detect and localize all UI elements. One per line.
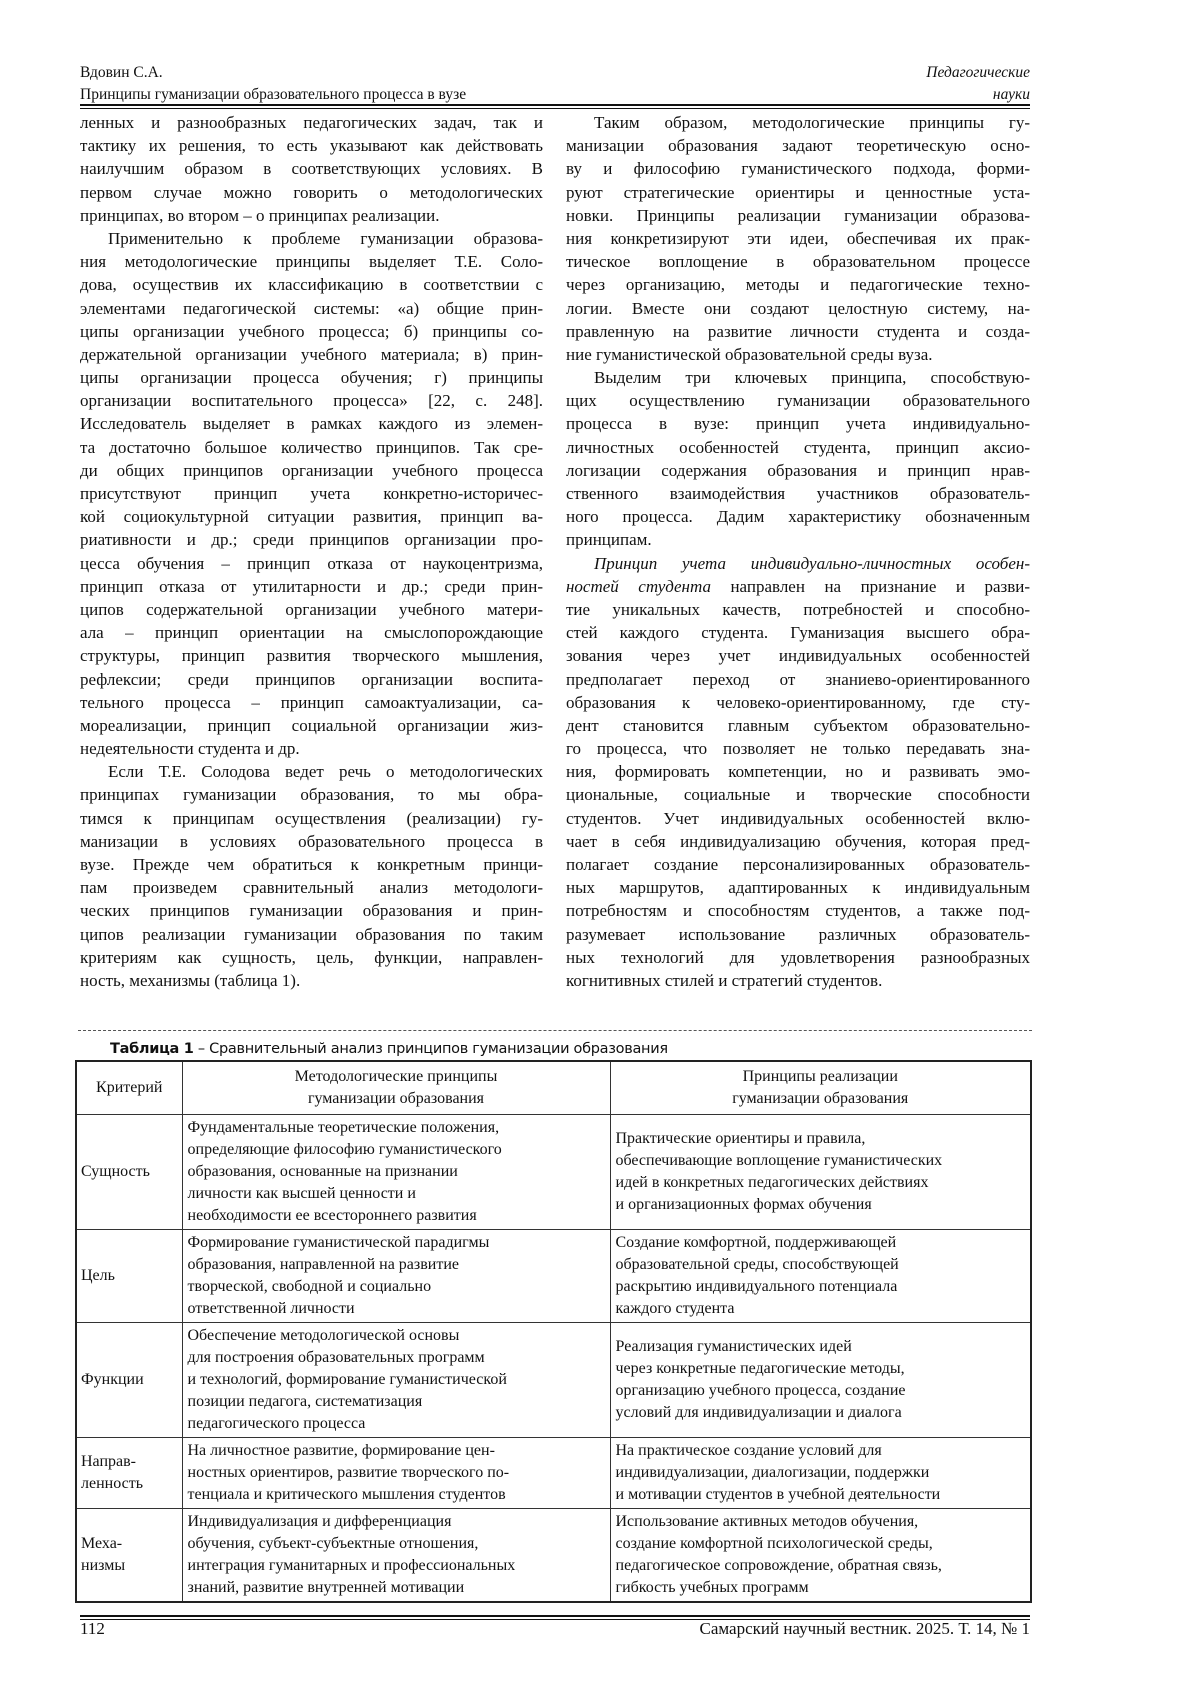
cell-line: интеграция гуманитарных и профессиональных xyxy=(188,1555,605,1577)
line-text: направлен на признание и разви- xyxy=(711,577,1030,596)
section-name-cont: науки xyxy=(926,84,1030,106)
line-text: цесса обучения – принцип отказа от наукоцентризма, xyxy=(80,554,543,573)
column-header xyxy=(610,1061,1031,1115)
text-line xyxy=(80,204,543,227)
text-line xyxy=(80,273,543,296)
line-text: принципах гуманизации образования, то мы обра- xyxy=(80,785,543,804)
text-line xyxy=(80,783,543,806)
line-text: когнитивных стилей и стратегий студентов. xyxy=(566,971,882,990)
comparison-table xyxy=(75,1060,1032,1603)
cell-line: Индивидуализация и дифференциация xyxy=(188,1511,605,1533)
line-text: стей каждого студента. Гуманизация высшего обра- xyxy=(566,623,1030,642)
table-row xyxy=(76,1438,1031,1509)
cell-line: образования, основанные на признании xyxy=(188,1161,605,1183)
cell-line: ностных ориентиров, развитие творческого по- xyxy=(188,1462,605,1484)
text-line xyxy=(80,412,543,435)
criterion-cell xyxy=(76,1438,182,1509)
column-header xyxy=(76,1061,182,1115)
text-line xyxy=(566,644,1030,667)
line-text: зования через учет индивидуальных особенностей xyxy=(566,646,1030,665)
line-text: держательной организации учебного материала; в) прин- xyxy=(80,345,543,364)
text-line xyxy=(566,598,1030,621)
line-text: риативности и др.; среди принципов организации про- xyxy=(80,530,543,549)
line-text: го процесса, что позволяет не только передавать зна- xyxy=(566,739,1030,758)
text-line xyxy=(80,320,543,343)
line-text: ния конкретизируют эти идеи, обеспечивая их прак- xyxy=(566,229,1030,248)
author: Вдовин С.А. xyxy=(80,62,466,84)
text-line xyxy=(80,644,543,667)
text-line xyxy=(566,111,1030,134)
cell-line: творческой, свободной и социально xyxy=(188,1276,605,1298)
cell-line: Цель xyxy=(81,1265,177,1287)
table-caption xyxy=(110,1041,668,1057)
text-line xyxy=(566,505,1030,528)
line-text: тактику их решения, то есть указывают как действовать xyxy=(80,136,543,155)
text-line xyxy=(80,111,543,134)
table-row xyxy=(76,1323,1031,1438)
cell-line: условий для индивидуализации и диалога xyxy=(616,1402,1026,1424)
cell-line: Создание комфортной, поддерживающей xyxy=(616,1232,1026,1254)
criterion-cell xyxy=(76,1323,182,1438)
text-line xyxy=(566,807,1030,830)
text-line xyxy=(80,528,543,551)
cell-line: гуманизации образования xyxy=(188,1088,605,1110)
text-line xyxy=(80,691,543,714)
line-text: мореализации, принцип социальной организации жиз- xyxy=(80,716,543,735)
cell-line: ответственной личности xyxy=(188,1298,605,1320)
left-column xyxy=(80,111,543,992)
table-cell xyxy=(182,1438,610,1509)
line-text: элементами педагогической системы: «а) общие прин- xyxy=(80,299,543,318)
line-text: присутствуют принцип учета конкретно-историчес- xyxy=(80,484,543,503)
text-line xyxy=(80,482,543,505)
text-line xyxy=(80,760,543,783)
cell-line: педагогического процесса xyxy=(188,1413,605,1435)
text-line xyxy=(80,250,543,273)
text-line xyxy=(80,946,543,969)
cell-line: Принципы реализации xyxy=(616,1066,1026,1088)
cell-line: ленность xyxy=(81,1473,177,1495)
table-separator xyxy=(78,1030,1032,1031)
text-line xyxy=(566,320,1030,343)
cell-line: Реализация гуманистических идей xyxy=(616,1336,1026,1358)
line-text: полагает создание персонализированных образователь- xyxy=(566,855,1030,874)
text-line xyxy=(566,528,1030,551)
text-line xyxy=(80,621,543,644)
text-line xyxy=(566,876,1030,899)
table-cell xyxy=(182,1323,610,1438)
cell-line: Фундаментальные теоретические положения, xyxy=(188,1117,605,1139)
line-text: ственного взаимодействия участников образователь- xyxy=(566,484,1030,503)
cell-line: позиции педагога, систематизация xyxy=(188,1391,605,1413)
text-line xyxy=(80,830,543,853)
cell-line: через конкретные педагогические методы, xyxy=(616,1358,1026,1380)
cell-line: для построения образовательных программ xyxy=(188,1347,605,1369)
line-text: образования к человеко-ориентированному, где сту- xyxy=(566,693,1030,712)
line-text: предполагает переход от знаниево-ориентированного xyxy=(566,670,1030,689)
line-text: через организацию, методы и педагогические техно- xyxy=(566,275,1030,294)
text-line xyxy=(80,505,543,528)
text-line xyxy=(80,876,543,899)
cell-line: гуманизации образования xyxy=(616,1088,1026,1110)
table-cell xyxy=(610,1509,1031,1603)
cell-line: На практическое создание условий для xyxy=(616,1440,1026,1462)
line-text: критериям как сущность, цель, функции, направлен- xyxy=(80,948,543,967)
cell-line: тенциала и критического мышления студентов xyxy=(188,1484,605,1506)
line-text: ципы организации учебного процесса; б) принципы со- xyxy=(80,322,543,341)
text-line xyxy=(566,250,1030,273)
text-line xyxy=(566,134,1030,157)
line-text: пам произведем сравнительный анализ методологи- xyxy=(80,878,543,897)
text-line xyxy=(80,297,543,320)
cell-line: Методологические принципы xyxy=(188,1066,605,1088)
text-line xyxy=(566,343,1030,366)
cell-line: необходимости ее всестороннего развития xyxy=(188,1205,605,1227)
text-line xyxy=(566,157,1030,180)
table-caption-label: Таблица 1 xyxy=(110,1041,194,1057)
line-text: принцип отказа от утилитарности и др.; среди прин- xyxy=(80,577,543,596)
right-column xyxy=(566,111,1030,992)
line-text: Если Т.Е. Солодова ведет речь о методологических xyxy=(108,762,543,781)
line-text: структуры, принцип развития творческого мышления, xyxy=(80,646,543,665)
line-text: Применительно к проблеме гуманизации образова- xyxy=(108,229,543,248)
cell-line: педагогическое сопровождение, обратная связь, xyxy=(616,1555,1026,1577)
cell-line: раскрытию индивидуального потенциала xyxy=(616,1276,1026,1298)
text-line xyxy=(566,412,1030,435)
line-text: ных маршрутов, адаптированных к индивидуальным xyxy=(566,878,1030,897)
cell-line: образовательной среды, способствующей xyxy=(616,1254,1026,1276)
line-text: правленную на развитие личности студента и созда- xyxy=(566,322,1030,341)
column-header xyxy=(182,1061,610,1115)
line-text: логии. Вместе они создают целостную систему, на- xyxy=(566,299,1030,318)
text-line xyxy=(80,389,543,412)
line-text: организации воспитательного процесса» [22, с. 248]. xyxy=(80,391,543,410)
text-line xyxy=(566,969,1030,992)
cell-line: индивидуализации, диалогизации, поддержки xyxy=(616,1462,1026,1484)
line-text: принципам. xyxy=(566,530,652,549)
line-text: ния, формировать компетенции, но и развивать эмо- xyxy=(566,762,1030,781)
line-text: щих осуществлению гуманизации образовательного xyxy=(566,391,1030,410)
cell-line: низмы xyxy=(81,1555,177,1577)
text-line xyxy=(80,157,543,180)
text-line xyxy=(80,366,543,389)
cell-line: образования, направленной на развитие xyxy=(188,1254,605,1276)
line-text: ди общих принципов организации учебного процесса xyxy=(80,461,543,480)
text-line xyxy=(566,482,1030,505)
cell-line: каждого студента xyxy=(616,1298,1026,1320)
text-line xyxy=(80,668,543,691)
line-text: Исследователь выделяет в рамках каждого из элемен- xyxy=(80,414,543,433)
line-text: ала – принцип ориентации на смыслопорождающие xyxy=(80,623,543,642)
line-text: рефлексии; среди принципов организации воспита- xyxy=(80,670,543,689)
text-line xyxy=(566,760,1030,783)
text-line xyxy=(566,227,1030,250)
text-line xyxy=(566,946,1030,969)
text-line xyxy=(566,621,1030,644)
article-title: Принципы гуманизации образовательного процесса в вузе xyxy=(80,84,466,106)
cell-line: Направ- xyxy=(81,1451,177,1473)
cell-line: На личностное развитие, формирование цен- xyxy=(188,1440,605,1462)
line-text: Выделим три ключевых принципа, способствую- xyxy=(594,368,1030,387)
line-text: логизации содержания образования и принцип нрав- xyxy=(566,461,1030,480)
line-text: новки. Принципы реализации гуманизации образова- xyxy=(566,206,1030,225)
line-text: разумевает использование различных образователь- xyxy=(566,925,1030,944)
text-line xyxy=(80,853,543,876)
cell-line: личности как высшей ценности и xyxy=(188,1183,605,1205)
cell-line: Использование активных методов обучения, xyxy=(616,1511,1026,1533)
line-text: ность, механизмы (таблица 1). xyxy=(80,971,300,990)
cell-line: Критерий xyxy=(82,1077,177,1099)
text-line xyxy=(566,389,1030,412)
text-line xyxy=(566,923,1030,946)
line-text: ния методологические принципы выделяет Т.Е. Соло- xyxy=(80,252,543,271)
cell-line: Практические ориентиры и правила, xyxy=(616,1128,1026,1150)
line-text: ципы организации процесса обучения; г) принципы xyxy=(80,368,543,387)
line-text: кой социокультурной ситуации развития, принцип ва- xyxy=(80,507,543,526)
cell-line: определяющие философию гуманистического xyxy=(188,1139,605,1161)
line-text: наилучшим образом в соответствующих условиях. В xyxy=(80,159,543,178)
cell-line: Функции xyxy=(81,1369,177,1391)
text-line xyxy=(566,737,1030,760)
text-line xyxy=(566,830,1030,853)
line-text: дова, осуществив их классификацию в соответствии с xyxy=(80,275,543,294)
text-line xyxy=(80,899,543,922)
line-text: манизации образования задают теоретическую осно- xyxy=(566,136,1030,155)
text-line xyxy=(566,899,1030,922)
criterion-cell xyxy=(76,1509,182,1603)
table-row xyxy=(76,1509,1031,1603)
cell-line: и технологий, формирование гуманистической xyxy=(188,1369,605,1391)
table-cell xyxy=(610,1115,1031,1230)
line-text: ленных и разнообразных педагогических задач, так и xyxy=(80,113,543,132)
line-text: тическое воплощение в образовательном процессе xyxy=(566,252,1030,271)
text-line xyxy=(80,969,543,992)
line-text: процесса в вузе: принцип учета индивидуально- xyxy=(566,414,1030,433)
table-row xyxy=(76,1230,1031,1323)
text-line xyxy=(80,923,543,946)
line-text: ние гуманистической образовательной среды вуза. xyxy=(566,345,933,364)
text-line xyxy=(566,366,1030,389)
page-number: 112 xyxy=(80,1619,105,1639)
line-text: ческих принципов гуманизации образования и прин- xyxy=(80,901,543,920)
line-text: первом случае можно говорить о методологических xyxy=(80,183,543,202)
text-line xyxy=(80,807,543,830)
cell-line: организацию учебного процесса, создание xyxy=(616,1380,1026,1402)
italic-term: ностей студента xyxy=(566,577,711,596)
text-line xyxy=(80,436,543,459)
cell-line: Формирование гуманистической парадигмы xyxy=(188,1232,605,1254)
text-line xyxy=(80,552,543,575)
line-text: циональные, социальные и творческие способности xyxy=(566,785,1030,804)
text-line xyxy=(566,691,1030,714)
line-text: принципах, во втором – о принципах реализации. xyxy=(80,206,440,225)
cell-line: Сущность xyxy=(81,1161,177,1183)
line-text: дент становится главным субъектом образовательно- xyxy=(566,716,1030,735)
cell-line: и мотивации студентов в учебной деятельности xyxy=(616,1484,1026,1506)
line-text: ных технологий для удовлетворения разнообразных xyxy=(566,948,1030,967)
text-line xyxy=(566,783,1030,806)
line-text: та достаточно большое количество принципов. Так сре- xyxy=(80,438,543,457)
line-text: руют стратегические ориентиры и ценностные уста- xyxy=(566,183,1030,202)
text-line xyxy=(566,668,1030,691)
line-text: вузе. Прежде чем обратиться к конкретным принци- xyxy=(80,855,543,874)
cell-line: обучения, субъект-субъектные отношения, xyxy=(188,1533,605,1555)
line-text: ву и философию гуманистического подхода, форми- xyxy=(566,159,1030,178)
cell-line: обеспечивающие воплощение гуманистических xyxy=(616,1150,1026,1172)
line-text: ципов реализации гуманизации образования по таким xyxy=(80,925,543,944)
text-line xyxy=(80,575,543,598)
line-text: ного процесса. Дадим характеристику обозначенным xyxy=(566,507,1030,526)
cell-line: гибкость учебных программ xyxy=(616,1577,1026,1599)
line-text: студентов. Учет индивидуальных особенностей вклю- xyxy=(566,809,1030,828)
journal-citation: Самарский научный вестник. 2025. Т. 14, № 1 xyxy=(700,1619,1031,1639)
text-line xyxy=(566,297,1030,320)
cell-line: Меха- xyxy=(81,1533,177,1555)
table-cell xyxy=(610,1323,1031,1438)
line-text: тимся к принципам осуществления (реализации) гу- xyxy=(80,809,543,828)
table-cell xyxy=(610,1438,1031,1509)
text-line xyxy=(80,737,543,760)
text-line xyxy=(80,181,543,204)
text-line xyxy=(566,181,1030,204)
cell-line: знаний, развитие внутренней мотивации xyxy=(188,1577,605,1599)
text-line xyxy=(80,343,543,366)
text-line xyxy=(566,459,1030,482)
text-line xyxy=(566,575,1030,598)
table-cell xyxy=(610,1230,1031,1323)
text-line xyxy=(80,459,543,482)
text-line xyxy=(80,134,543,157)
line-text: тие уникальных качеств, потребностей и способно- xyxy=(566,600,1030,619)
table-cell xyxy=(182,1230,610,1323)
table-row xyxy=(76,1115,1031,1230)
table-cell xyxy=(182,1115,610,1230)
cell-line: создание комфортной психологической среды, xyxy=(616,1533,1026,1555)
text-line xyxy=(566,853,1030,876)
text-line xyxy=(566,204,1030,227)
running-header-left xyxy=(80,62,466,106)
cell-line: идей в конкретных педагогических действиях xyxy=(616,1172,1026,1194)
text-line xyxy=(566,273,1030,296)
cell-line: и организационных формах обучения xyxy=(616,1194,1026,1216)
table-cell xyxy=(182,1509,610,1603)
line-text: манизации в условиях образовательного процесса в xyxy=(80,832,543,851)
italic-term: Принцип учета индивидуально-личностных особен- xyxy=(594,554,1030,573)
line-text: ципов содержательной организации учебного матери- xyxy=(80,600,543,619)
criterion-cell xyxy=(76,1115,182,1230)
section-name: Педагогические xyxy=(926,62,1030,84)
text-line xyxy=(566,714,1030,737)
text-line xyxy=(80,598,543,621)
line-text: потребностям и способностям студентов, а также под- xyxy=(566,901,1030,920)
text-line xyxy=(80,714,543,737)
text-line xyxy=(566,552,1030,575)
line-text: чает в себя индивидуализацию обучения, которая пред- xyxy=(566,832,1030,851)
running-header-right xyxy=(926,62,1030,106)
criterion-cell xyxy=(76,1230,182,1323)
cell-line: Обеспечение методологической основы xyxy=(188,1325,605,1347)
line-text: тельного процесса – принцип самоактуализации, са- xyxy=(80,693,543,712)
page-footer xyxy=(80,1619,1030,1639)
text-line xyxy=(566,436,1030,459)
line-text: личностных особенностей студента, принцип аксио- xyxy=(566,438,1030,457)
line-text: недеятельности студента и др. xyxy=(80,739,300,758)
table-caption-text: – Сравнительный анализ принципов гуманизации образования xyxy=(194,1041,668,1057)
text-line xyxy=(80,227,543,250)
line-text: Таким образом, методологические принципы гу- xyxy=(594,113,1030,132)
header-rule xyxy=(80,104,1030,109)
